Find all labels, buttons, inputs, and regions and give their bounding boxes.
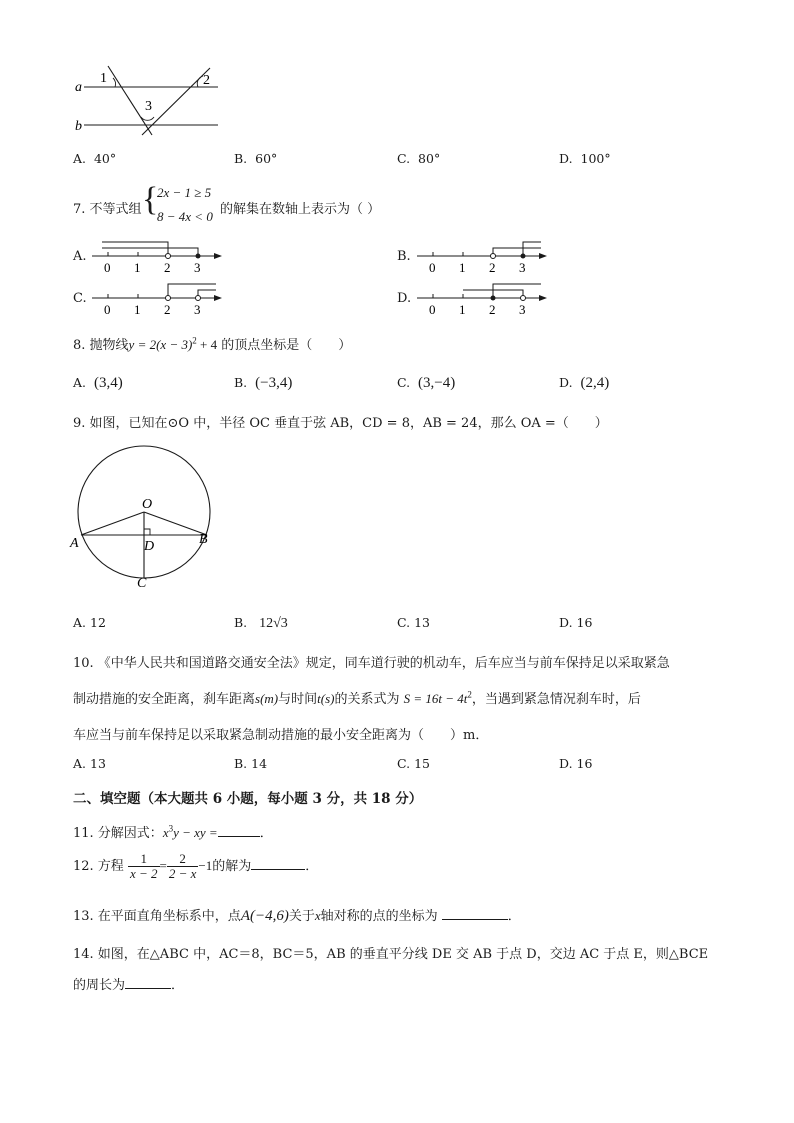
q6-option-b[interactable]: B. 60°	[234, 151, 278, 166]
label-d: D	[144, 539, 155, 554]
tick-3: 3	[519, 302, 526, 317]
label-c: C	[137, 576, 147, 591]
circle-figure	[68, 436, 218, 592]
q9-option-c[interactable]: C. 13	[397, 615, 430, 630]
tick-1: 1	[459, 260, 466, 275]
tick-2: 2	[489, 302, 496, 317]
q13-question: 13. 在平面直角坐标系中，点A(−4,6)关于x轴对称的点的坐标为 ．	[73, 908, 521, 924]
q7-option-c-letter[interactable]: C.	[73, 291, 87, 306]
q12-answer-blank[interactable]	[251, 857, 305, 870]
label-a: A	[70, 536, 79, 551]
q6-option-c[interactable]: C. 80°	[397, 151, 441, 166]
tick-2: 2	[489, 260, 496, 275]
tick-1: 1	[134, 260, 141, 275]
tick-2: 2	[164, 260, 171, 275]
q12-fraction-2: $\frac{2}{2 - x}$	[168, 851, 197, 881]
label-o: O	[142, 497, 153, 512]
tick-1: 1	[459, 302, 466, 317]
label-b: B	[199, 532, 208, 547]
q9-option-b[interactable]: B. 12√3	[234, 615, 288, 631]
label-a: a	[75, 80, 82, 95]
q10-option-b[interactable]: B. 14	[234, 756, 268, 771]
q10-option-a[interactable]: A. 13	[73, 756, 106, 771]
q13-answer-blank[interactable]	[442, 907, 508, 920]
q7-prefix: 7. 不等式组	[73, 202, 142, 217]
q7-brace: {	[142, 181, 159, 218]
right-angle-mark	[144, 529, 150, 535]
q7-option-d-letter[interactable]: D.	[397, 291, 412, 306]
q9-question: 9. 如图，已知在⊙O 中，半径 OC 垂直于弦 AB，CD = 8，AB = 24，那么 OA =（ ）	[73, 416, 608, 431]
tick-0: 0	[429, 260, 436, 275]
tick-1: 1	[134, 302, 141, 317]
label-2: 2	[203, 73, 210, 88]
section-2-heading: 二、填空题（本大题共 6 小题，每小题 3 分，共 18 分）	[73, 791, 423, 807]
tick-3: 3	[194, 302, 201, 317]
q10-option-c[interactable]: C. 15	[397, 756, 430, 771]
q14-answer-blank[interactable]	[125, 976, 171, 989]
q8-option-d[interactable]: D. (2,4)	[559, 375, 610, 391]
tick-2: 2	[164, 302, 171, 317]
q7-numberline-b[interactable]	[413, 236, 553, 282]
tick-0: 0	[429, 302, 436, 317]
q7-inequality-2: 8 − 4x < 0	[157, 209, 213, 224]
q7-inequality-1: 2x − 1 ≥ 5	[157, 185, 212, 200]
q7-numberline-c[interactable]	[88, 278, 228, 324]
q8-option-a[interactable]: A. (3,4)	[73, 375, 123, 391]
q10-line-2: 制动措施的安全距离，刹车距离s(m)与时间t(s)的关系式为 $S = 16t - 4t^2$，当遇到紧急情况刹车时，后	[73, 689, 641, 707]
q6-option-d[interactable]: D. 100°	[559, 151, 611, 166]
label-3: 3	[145, 99, 152, 114]
q8-option-b[interactable]: B. (−3,4)	[234, 375, 293, 391]
q6-option-a[interactable]: A. 40°	[73, 151, 117, 166]
q12-fraction-1: $\frac{1}{x - 2}$	[129, 851, 158, 881]
q9-option-a[interactable]: A. 12	[73, 615, 106, 630]
q14-line-2: 的周长为 ．	[73, 978, 185, 993]
angle-figure	[70, 62, 230, 142]
q11-question: 11. 分解因式：$x^3y$ − xy = ．	[73, 823, 273, 841]
tick-0: 0	[104, 302, 111, 317]
q8-option-c[interactable]: C. (3,−4)	[397, 375, 456, 391]
q9-option-d[interactable]: D. 16	[559, 615, 593, 630]
q7-option-b-letter[interactable]: B.	[397, 249, 411, 264]
radius-ob	[144, 512, 207, 535]
q14-line-1: 14. 如图，在△ABC 中，AC＝8，BC＝5，AB 的垂直平分线 DE 交 AB 于点 D，交边 AC 于点 E，则△BCE	[73, 947, 709, 962]
q7-numberline-d[interactable]	[413, 278, 553, 324]
tick-0: 0	[104, 260, 111, 275]
angle-arc-1	[113, 78, 116, 87]
tick-3: 3	[194, 260, 201, 275]
label-1: 1	[100, 71, 107, 86]
q8-question: 8. 抛物线$y = 2(x - 3)^2 + 4$ 的顶点坐标是（ ）	[73, 335, 352, 353]
q11-answer-blank[interactable]	[218, 824, 260, 837]
q7-suffix: 的解集在数轴上表示为（ ）	[220, 202, 381, 217]
q10-option-d[interactable]: D. 16	[559, 756, 593, 771]
q7-numberline-a[interactable]	[88, 236, 228, 282]
q8-formula: y = 2(x − 3)	[128, 337, 193, 352]
q10-formula: S = 16t − 4t	[403, 691, 468, 706]
tick-3: 3	[519, 260, 526, 275]
q7-option-a-letter[interactable]: A.	[73, 249, 87, 264]
label-b: b	[75, 119, 82, 134]
q10-line-3: 车应当与前车保持足以采取紧急制动措施的最小安全距离为（ ）m．	[73, 728, 489, 743]
q12-question: 12. 方程 $\frac{1}{x - 2}$ = $\frac{2}{2 - x}$ −1的解为 ．	[73, 851, 319, 881]
radius-oa	[81, 512, 144, 535]
q10-line-1: 10. 《中华人民共和国道路交通安全法》规定，同车道行驶的机动车，后车应当与前车保持足以采取紧急	[73, 656, 670, 671]
